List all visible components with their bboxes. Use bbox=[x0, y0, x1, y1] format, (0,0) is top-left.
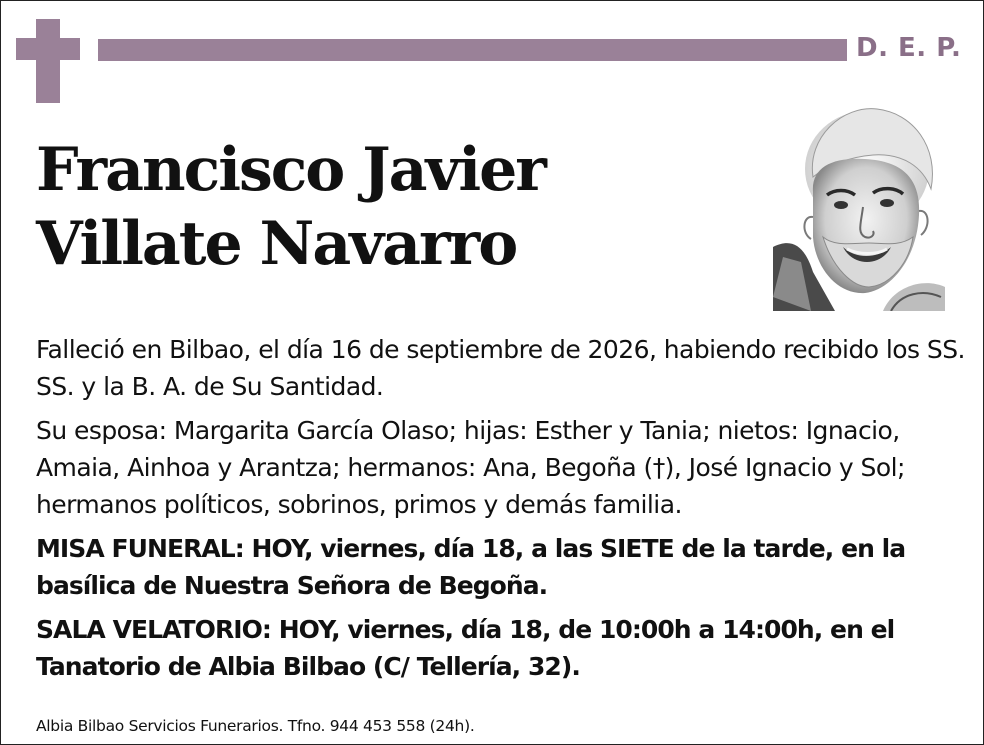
header-bar bbox=[98, 39, 847, 61]
deceased-name bbox=[36, 133, 545, 281]
funeral-home-footer: Albia Bilbao Servicios Funerarios. Tfno. 944 453 558 (24h). bbox=[36, 717, 475, 735]
deceased-name-line2: Villate Navarro bbox=[36, 209, 517, 279]
deceased-name-line1: Francisco Javier bbox=[36, 135, 545, 205]
cross-icon-vertical bbox=[36, 19, 60, 103]
family-paragraph: Su esposa: Margarita García Olaso; hijas: Esther y Tania; nietos: Ignacio, Amaia, Ainhoa y Arantza; hermanos: Ana, Begoña (†), José Ignacio y Sol; hermanos políticos, sobrinos, primos y demás familia. bbox=[36, 416, 905, 519]
death-paragraph: Falleció en Bilbao, el día 16 de septiembre de 2026, habiendo recibido los SS. SS. y la B. A. de Su Santidad. bbox=[36, 335, 965, 401]
deceased-photo bbox=[773, 97, 945, 311]
funeral-mass-paragraph: MISA FUNERAL: HOY, viernes, día 18, a las SIETE de la tarde, en la basílica de Nuestra Señora de Begoña. bbox=[36, 534, 906, 600]
wake-paragraph: SALA VELATORIO: HOY, viernes, día 18, de 10:00h a 14:00h, en el Tanatorio de Albia Bilbao (C/ Tellería, 32). bbox=[36, 615, 895, 681]
notice-body bbox=[36, 331, 966, 685]
dep-label: D. E. P. bbox=[856, 33, 962, 63]
cross-icon-horizontal bbox=[16, 38, 80, 60]
